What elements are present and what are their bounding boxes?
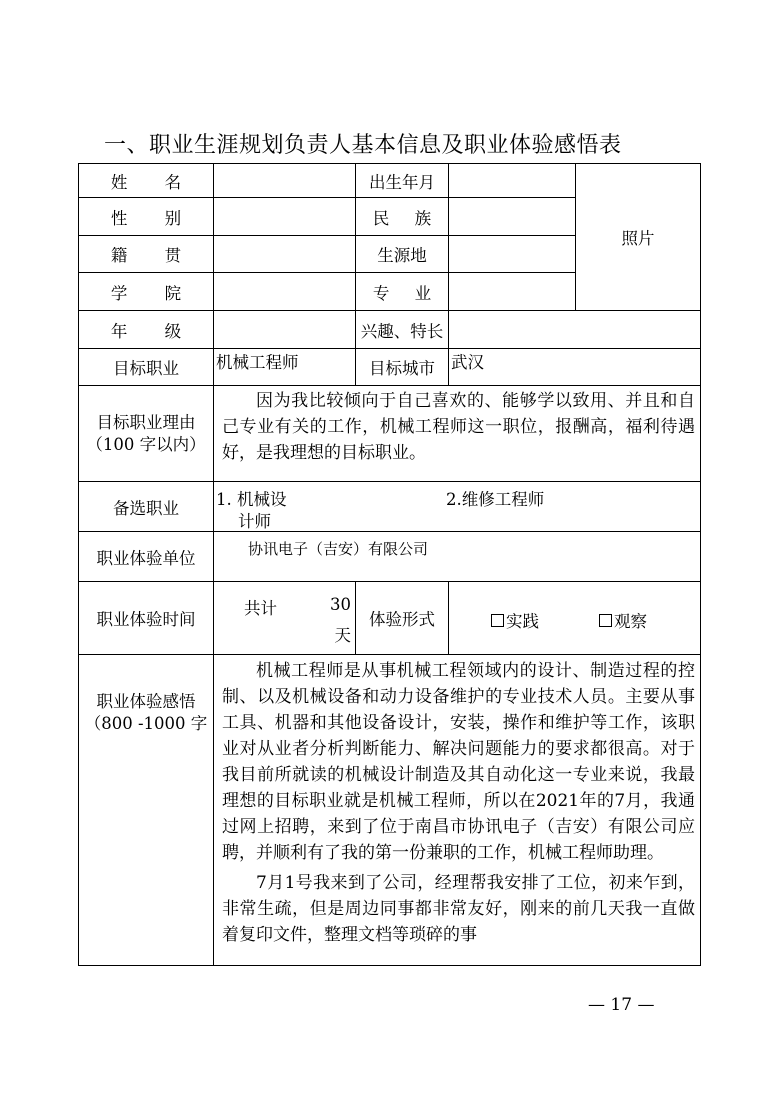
page-title: 一、职业生涯规划负责人基本信息及职业体验感悟表 [104, 133, 622, 158]
native-field[interactable] [214, 236, 356, 273]
exp-time-unit: 天 [334, 626, 351, 645]
alt-job-2: 2.维修工程师 [446, 490, 545, 509]
native-label: 籍 贯 [79, 236, 214, 273]
checkbox-icon[interactable] [491, 614, 504, 627]
exp-form-option-observe[interactable] [599, 608, 647, 632]
exp-time-label: 职业体验时间 [79, 582, 214, 655]
target-city-value[interactable]: 武汉 [449, 349, 701, 386]
college-field[interactable] [214, 273, 356, 311]
alt-job-label: 备选职业 [79, 482, 214, 532]
alt-job-1-line2: 计师 [238, 512, 271, 531]
alt-job-1 [216, 489, 287, 533]
target-city-label: 目标城市 [356, 349, 449, 386]
exp-form-option-practice-label: 实践 [506, 612, 539, 631]
grade-label: 年 级 [79, 311, 214, 349]
birth-field[interactable] [449, 164, 576, 198]
checkbox-icon[interactable] [599, 614, 612, 627]
exp-form-option-observe-label: 观察 [614, 612, 647, 631]
birth-label: 出生年月 [356, 164, 449, 198]
insight-label-line1: 职业体验感悟 [96, 692, 196, 711]
exp-time-cell[interactable] [214, 582, 356, 655]
reason-text[interactable]: 因为我比较倾向于自己喜欢的、能够学以致用、并且和自己专业有关的工作，机械工程师这一职位，报酬高，福利待遇好，是我理想的目标职业。 [214, 386, 701, 482]
insight-paragraph-1: 机械工程师是从事机械工程领域内的设计、制造过程的控制、以及机械设备和动力设备维护的专业技术人员。主要从事工具、机器和其他设备设计，安装，操作和维护等工作，该职业对从业者分析判断能力、解决问题能力的要求都很高。对于我目前所就读的机械设计制造及其自动化这一专业来说，我最理想的目标职业就是机械工程师，所以在2021年的7月，我通过网上招聘，来到了位于南昌市协讯电子（吉安）有限公司应聘，并顺利有了我的第一份兼职的工作，机械工程师助理。 [222, 661, 695, 863]
exp-unit-label: 职业体验单位 [79, 532, 214, 582]
origin-label: 生源地 [356, 236, 449, 273]
page-number: — 17 — [588, 995, 655, 1015]
exp-form-label: 体验形式 [356, 582, 449, 655]
exp-time-prefix: 共计 [244, 599, 277, 618]
alt-job-1-line1: 1. 机械设 [216, 490, 287, 509]
reason-label [79, 386, 214, 482]
exp-time-num: 30 [330, 595, 351, 614]
major-field[interactable] [449, 273, 576, 311]
insight-paragraph-2: 7月1号我来到了公司，经理帮我安排了工位，初来乍到，非常生疏，但是周边同事都非常友好，刚来的前几天我一直做着复印文件，整理文档等琐碎的事 [222, 873, 695, 945]
name-field[interactable] [214, 164, 356, 198]
ethnicity-label: 民 族 [356, 198, 449, 236]
major-label: 专 业 [356, 273, 449, 311]
photo-cell[interactable] [576, 164, 701, 311]
info-table [78, 163, 701, 966]
alt-job-cell[interactable] [214, 482, 701, 532]
college-label: 学 院 [79, 273, 214, 311]
exp-form-options [449, 582, 701, 655]
insight-label-line2: （800 -1000 字 [84, 714, 208, 733]
exp-form-option-practice[interactable] [491, 608, 539, 632]
exp-unit-value[interactable]: 协讯电子（吉安）有限公司 [214, 532, 701, 582]
target-job-value[interactable]: 机械工程师 [214, 349, 356, 386]
hobby-field[interactable] [449, 311, 701, 349]
photo-label: 照片 [621, 229, 655, 248]
gender-label: 性 别 [79, 198, 214, 236]
insight-text[interactable] [214, 655, 701, 966]
gender-field[interactable] [214, 198, 356, 236]
hobby-label: 兴趣、特长 [356, 311, 449, 349]
reason-label-line2: （100 字以内） [86, 434, 206, 454]
insight-label [79, 655, 214, 966]
origin-field[interactable] [449, 236, 576, 273]
target-job-label: 目标职业 [79, 349, 214, 386]
reason-label-line1: 目标职业理由 [96, 412, 196, 432]
name-label: 姓 名 [79, 164, 214, 198]
grade-field[interactable] [214, 311, 356, 349]
ethnicity-field[interactable] [449, 198, 576, 236]
